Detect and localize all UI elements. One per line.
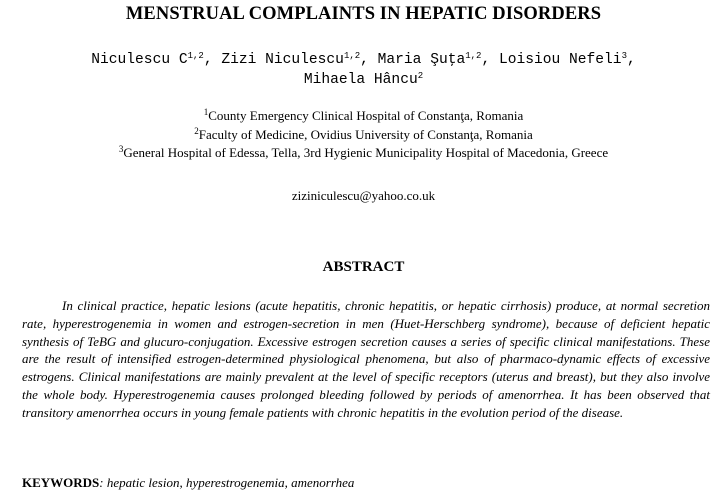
paper-title: MENSTRUAL COMPLAINTS IN HEPATIC DISORDERS: [125, 4, 602, 24]
abstract-heading: ABSTRACT: [322, 259, 405, 275]
keywords-label: KEYWORDS: [22, 475, 100, 490]
abstract-text: In clinical practice, hepatic lesions (acute hepatitis, chronic hepatitis, or hepatic cirrhosis) produce, at normal secretion rate, hyperestrogenemia in women and estrogen-secretion in men (Huet-Herschberg syndrome), because of deficient hepatic synthesis of TeBG and glucuro-conjugation. Excessive estrogen secretion causes a series of specific clinical manifestations. These are the result of intensified estrogen-determined physiological phenomena, but also of pharmaco-dynamic effects of excessive estrogens. Clinical manifestations are mainly prevalent at the level of specific receptors (uterus and breast), but they also involve the whole body. Hyperestrogenemia causes prolonged bleeding followed by periods of amenorrhea. It has been observed that transitory amenorrhea occurs in young female patients with chronic hepatitis in the evolution period of the disease.: [22, 298, 710, 420]
author: Maria Şuţa$^{1,2}$,: [377, 51, 499, 68]
author: Loisiou Nefeli$^3$,: [498, 51, 636, 68]
author-line-2: [0, 70, 727, 90]
contact-email: ziziniculescu@yahoo.co.uk: [291, 188, 436, 203]
affiliation: $^3$General Hospital of Edessa, Tella, 3rd Hygienic Municipality Hospital of Macedonia, Greece: [118, 144, 609, 160]
author-line-1: [0, 50, 727, 70]
author: Niculescu C$^{1,2}$,: [91, 51, 222, 68]
affiliation: $^1$County Emergency Clinical Hospital of Constanţa, Romania: [203, 107, 524, 123]
affiliation: $^2$Faculty of Medicine, Ovidius University of Constanţa, Romania: [194, 126, 533, 142]
author-list: [0, 50, 727, 90]
author: Mihaela Hâncu$^2$: [303, 71, 424, 88]
keywords: [22, 475, 354, 491]
author: Zizi Niculescu$^{1,2}$,: [221, 51, 378, 68]
keywords-text: : hepatic lesion, hyperestrogenemia, amenorrhea: [99, 475, 355, 490]
